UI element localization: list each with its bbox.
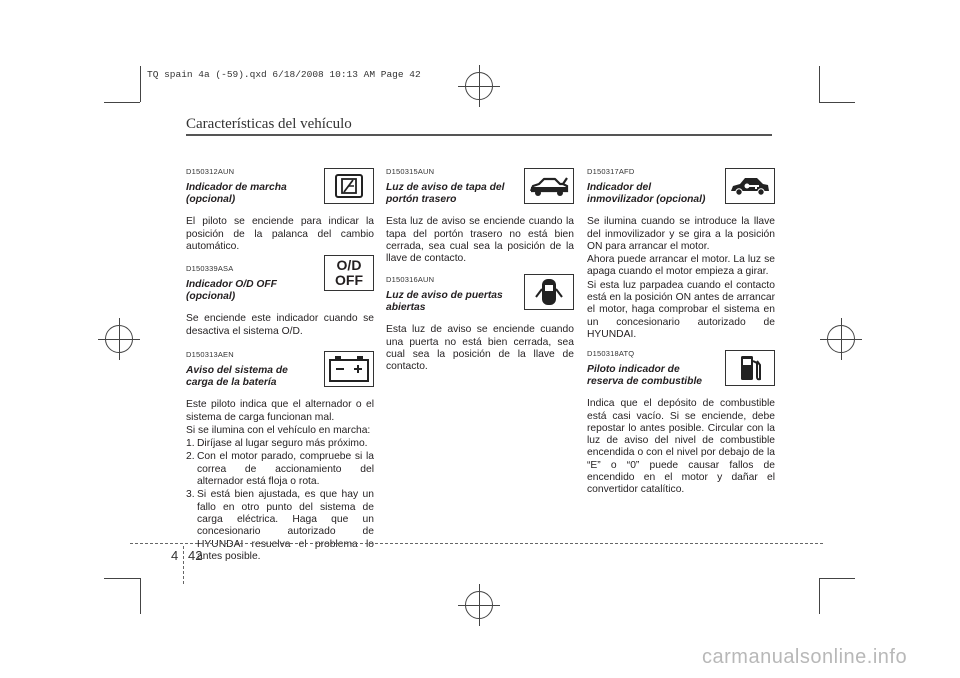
- block-text: Indica que el depósito de combustible está casi vacío. Si se enciende, debe repostar lo antes posible. Circular con la luz de aviso del nivel de combustible encendida o con el nivel por debajo de la “E” o “0” puede causar fallos de encendido en el motor y dañar el convertidor catalítico.: [587, 398, 775, 496]
- block-text: Se enciende este indicador cuando se desactiva el sistema O/D.: [186, 313, 374, 337]
- indicator-block: [186, 257, 374, 338]
- list-number: 1.: [186, 438, 195, 450]
- list-number: 3.: [186, 489, 195, 501]
- block-code: D150316AUN: [386, 275, 435, 284]
- list-text: Si está bien ajustada, es que hay un fallo en otro punto del sistema de carga eléctrica. Haga que un concesionario autorizado de HYUNDAI resuelva el problema lo antes posible.: [197, 489, 374, 562]
- page-number: 42: [188, 548, 203, 563]
- indicator-block: [186, 349, 374, 563]
- column-3: [587, 166, 775, 496]
- chapter-number: 4: [171, 548, 179, 563]
- crop-mark: [819, 102, 855, 103]
- block-title: Luz de aviso de puertas abiertas: [386, 290, 503, 314]
- registration-mark-icon: [98, 318, 140, 360]
- block-code: D150313AEN: [186, 350, 234, 359]
- column-2: [386, 166, 574, 396]
- footer-rule: [130, 543, 823, 544]
- gear-indicator-icon: [324, 168, 374, 204]
- list-item: [186, 489, 374, 563]
- block-text: Se ilumina cuando se introduce la llave del inmovilizador y se gira a la posición ON para arrancar el motor.: [587, 216, 775, 252]
- trunk-open-icon: [524, 168, 574, 204]
- indicator-block: [386, 166, 574, 265]
- block-text: Este piloto indica que el alternador o el sistema de carga funcionan mal.: [186, 399, 374, 423]
- crop-mark: [819, 578, 855, 579]
- block-text: El piloto se enciende para indicar la posición de la palanca del cambio automático.: [186, 216, 374, 252]
- list-text: Diríjase al lugar seguro más próximo.: [197, 438, 368, 450]
- crop-mark: [104, 578, 140, 579]
- block-text: Esta luz de aviso se enciende cuando una puerta no está bien cerrada, sea cual sea la posición de la llave de contacto.: [386, 324, 574, 373]
- crop-mark: [819, 578, 820, 614]
- block-title: Piloto indicador de reserva de combustible: [587, 364, 703, 388]
- crop-mark: [819, 66, 820, 102]
- list-number: 2.: [186, 451, 195, 463]
- crop-mark: [140, 66, 141, 102]
- indicator-block: [587, 166, 775, 341]
- block-code: D150339ASA: [186, 264, 234, 273]
- footer-divider: [183, 546, 184, 584]
- battery-icon: [324, 351, 374, 387]
- registration-mark-icon: [458, 65, 500, 107]
- indicator-block: [587, 348, 775, 497]
- icon-text: O/D: [336, 257, 362, 273]
- section-title: Características del vehículo: [186, 116, 352, 132]
- od-off-icon: [324, 255, 374, 291]
- list-item: [186, 438, 374, 450]
- block-title: Luz de aviso de tapa del portón trasero: [386, 182, 505, 206]
- indicator-block: [186, 166, 374, 253]
- registration-mark-icon: [458, 584, 500, 626]
- fuel-pump-icon: [725, 350, 775, 386]
- block-code: D150317AFD: [587, 167, 635, 176]
- block-title: Indicador de marcha (opcional): [186, 182, 287, 206]
- crop-mark: [140, 578, 141, 614]
- block-code: D150312AUN: [186, 167, 235, 176]
- block-title: Aviso del sistema de carga de la batería: [186, 365, 288, 389]
- watermark: carmanualsonline.info: [702, 646, 908, 668]
- block-text: Ahora puede arrancar el motor. La luz se apaga cuando el motor empieza a girar.: [587, 254, 775, 278]
- registration-mark-icon: [820, 318, 862, 360]
- door-open-icon: [524, 274, 574, 310]
- block-title: Indicador del inmovilizador (opcional): [587, 182, 706, 206]
- list-item: [186, 451, 374, 488]
- list-text: Con el motor parado, compruebe si la correa de accionamiento del alternador está floja o rota.: [197, 451, 374, 488]
- block-text: Si se ilumina con el vehículo en marcha:: [186, 424, 371, 436]
- block-code: D150315AUN: [386, 167, 435, 176]
- block-code: D150318ATQ: [587, 349, 635, 358]
- indicator-block: [386, 274, 574, 373]
- block-text: Si esta luz parpadea cuando el contacto está en la posición ON antes de arrancar el motor, haga comprobar el sistema en un concesionario autorizado de HYUNDAI.: [587, 279, 775, 340]
- block-title: Indicador O/D OFF (opcional): [186, 279, 277, 303]
- block-text: Esta luz de aviso se enciende cuando la tapa del portón trasero no está bien cerrada, sea cual sea la posición de la llave de contacto.: [386, 216, 574, 265]
- print-slug: TQ spain 4a (-59).qxd 6/18/2008 10:13 AM Page 42: [147, 69, 421, 80]
- icon-text: OFF: [335, 272, 363, 288]
- crop-mark: [104, 102, 140, 103]
- header-rule: [186, 134, 772, 136]
- immobilizer-icon: [725, 168, 775, 204]
